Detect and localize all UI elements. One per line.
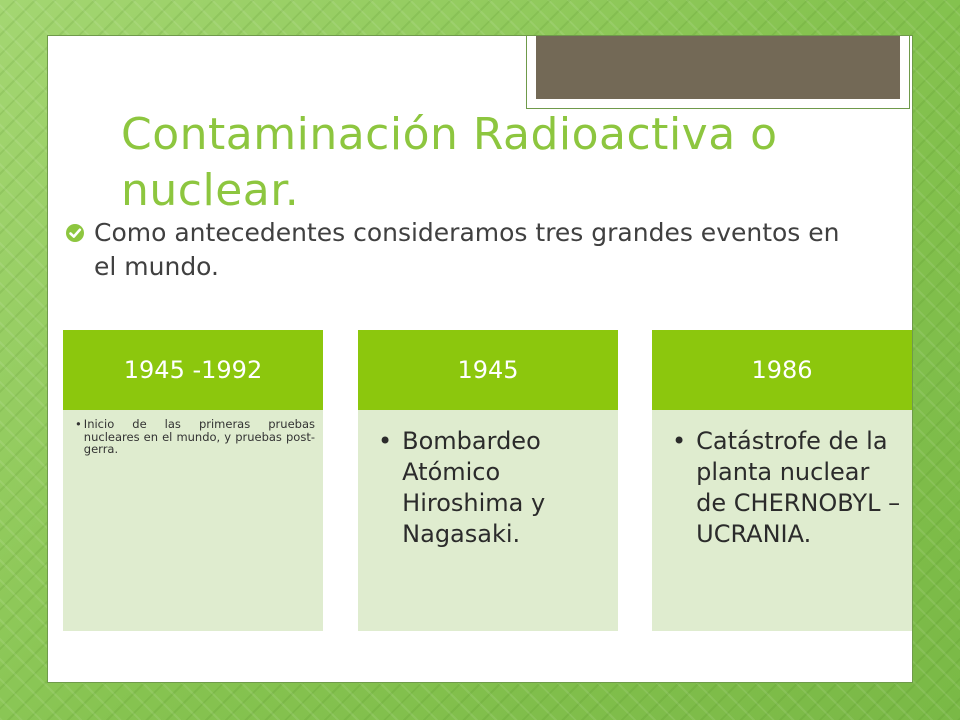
bullet-dot-icon: • [75,417,82,431]
bullet-dot-icon: • [672,427,687,455]
timeline-item [63,410,323,456]
timeline-item-text: Bombardeo Atómico Hiroshima y Nagasaki. [402,427,546,548]
timeline-column-1 [63,330,323,631]
timeline-body [63,410,323,631]
timeline-item [652,410,912,550]
slide-title: Contaminación Radioactiva o nuclear. [121,109,778,216]
timeline-item-text: Inicio de las primeras pruebas nucleares en el mundo, y pruebas post-gerra. [83,417,315,456]
timeline-year: 1986 [652,330,912,410]
timeline-body [652,410,912,631]
decorative-tab [526,36,910,109]
checkmark-bullet-icon [65,223,85,243]
timeline-year: 1945 -1992 [63,330,323,410]
intro-bullet-text: Como antecedentes consideramos tres grandes eventos en el mundo. [94,218,840,281]
timeline-body [358,410,618,631]
timeline-year: 1945 [358,330,618,410]
intro-bullet [65,216,865,284]
timeline-column-3 [652,330,912,631]
decorative-tab-fill [536,36,900,99]
bullet-dot-icon: • [378,427,393,455]
timeline-column-2 [358,330,618,631]
timeline-item-text: Catástrofe de la planta nuclear de CHERNOBYL – UCRANIA. [696,427,901,548]
timeline-item [358,410,618,550]
